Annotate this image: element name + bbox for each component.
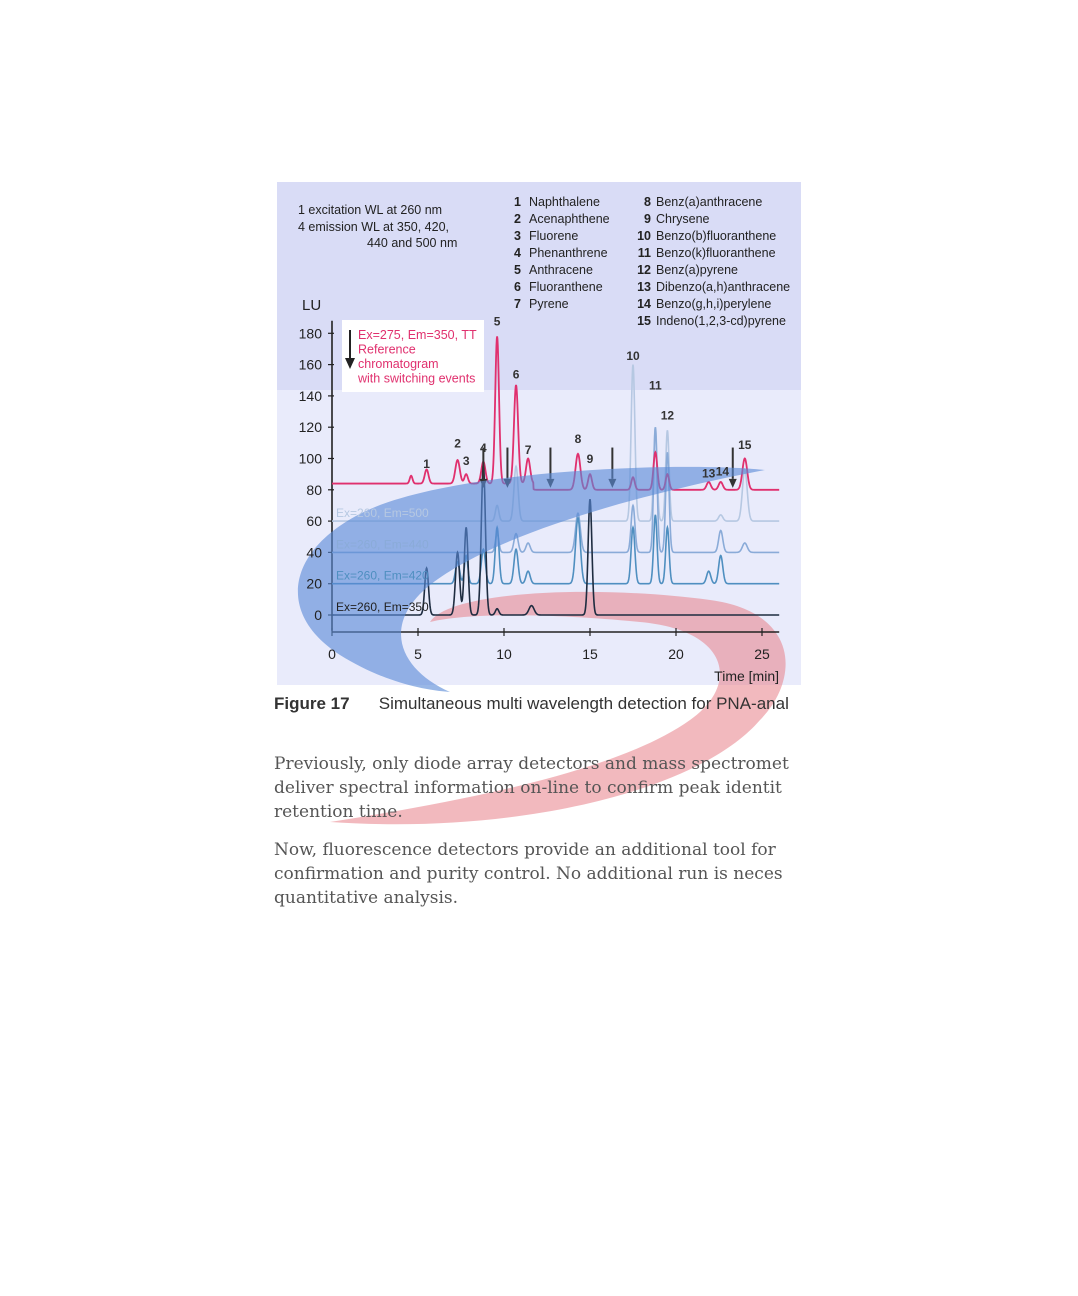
series-label: Ex=260, Em=420	[336, 568, 429, 583]
legend-compound-name: Benz(a)pyrene	[656, 263, 738, 277]
peak-label: 6	[512, 367, 520, 382]
series-label: Ex=260, Em=440	[336, 537, 429, 552]
annotation-line: chromatogram	[358, 357, 439, 371]
legend-number: 8	[644, 195, 651, 209]
peak-label: 4	[480, 441, 487, 456]
x-tick-label: 20	[668, 646, 684, 662]
y-tick-label: 80	[306, 481, 322, 498]
x-tick-label: 0	[328, 646, 336, 662]
x-tick-label: 10	[496, 646, 512, 662]
annotation-line: Reference	[358, 342, 416, 357]
legend-compound-name: Fluorene	[529, 229, 579, 243]
legend-compound-name: Anthracene	[529, 263, 593, 277]
legend-number: 4	[514, 246, 521, 260]
legend-number: 14	[637, 297, 651, 311]
peak-label: 11	[649, 378, 662, 393]
peak-label: 12	[660, 408, 675, 423]
info-line: 440 and 500 nm	[367, 236, 458, 250]
legend-compound-name: Benzo(b)fluoranthene	[656, 229, 777, 243]
y-tick-label: 40	[306, 544, 322, 561]
x-tick-label: 5	[414, 646, 422, 662]
paragraph-line: confirmation and purity control. No additional run is neces	[274, 864, 783, 884]
legend-compound-name: Dibenzo(a,h)anthracene	[656, 280, 791, 294]
legend-compound-name: Naphthalene	[529, 195, 600, 209]
legend-compound-name: Fluoranthene	[529, 280, 603, 294]
peak-label: 3	[462, 453, 470, 468]
y-tick-label: 140	[298, 387, 322, 404]
x-tick-label: 25	[754, 646, 770, 662]
legend-compound-name: Chrysene	[656, 212, 710, 226]
legend-compound-name: Benz(a)anthracene	[656, 195, 763, 209]
legend-number: 12	[637, 263, 651, 277]
paragraph-1	[274, 752, 834, 824]
legend-compound-name: Phenanthrene	[529, 246, 608, 260]
legend-number: 11	[637, 246, 651, 260]
series-label: Ex=260, Em=350	[336, 600, 429, 614]
peak-label: 7	[524, 442, 532, 457]
legend-number: 10	[637, 229, 651, 243]
x-axis-label: Time [min]	[714, 668, 779, 684]
annotation-line: with switching events	[358, 371, 476, 386]
y-tick-label: 100	[298, 450, 322, 467]
caption-text: Simultaneous multi wavelength detection for PNA-anal	[378, 694, 789, 713]
peak-label: 2	[454, 436, 461, 451]
legend-compound-name: Benzo(g,h,i)perylene	[656, 297, 772, 311]
y-axis-label: LU	[302, 297, 322, 314]
legend-number: 3	[514, 229, 521, 243]
paragraph-line: quantitative analysis.	[274, 888, 459, 908]
y-tick-label: 20	[306, 575, 322, 592]
series-label: Ex=260, Em=500	[336, 506, 429, 521]
peak-label: 5	[493, 314, 501, 329]
legend-number: 6	[514, 280, 521, 294]
peak-label: 15	[738, 438, 752, 453]
x-tick-label: 15	[582, 646, 598, 662]
info-line: 4 emission WL at 350, 420,	[298, 220, 450, 234]
paragraph-line: deliver spectral information on-line to confirm peak identit	[274, 778, 782, 798]
legend-number: 13	[637, 280, 651, 294]
peak-label: 13	[702, 466, 716, 481]
figure-caption	[274, 694, 834, 714]
legend-number: 2	[514, 212, 521, 226]
peak-label: 1	[423, 456, 430, 471]
peak-label: 8	[574, 431, 582, 446]
paragraph-line: Previously, only diode array detectors and mass spectromet	[274, 754, 789, 774]
y-tick-label: 160	[298, 356, 322, 373]
legend-compound-name: Indeno(1,2,3-cd)pyrene	[656, 314, 786, 328]
legend-number: 5	[514, 263, 521, 277]
legend-number: 7	[514, 297, 521, 311]
caption-label: Figure 17	[274, 694, 350, 713]
legend-compound-name: Benzo(k)fluoranthene	[656, 246, 776, 260]
y-tick-label: 180	[298, 325, 322, 342]
legend-compound-name: Pyrene	[529, 297, 569, 311]
legend-number: 9	[644, 212, 651, 226]
legend-number: 15	[637, 314, 651, 328]
info-line: 1 excitation WL at 260 nm	[298, 203, 443, 217]
peak-label: 9	[586, 452, 594, 467]
annotation-line: Ex=275, Em=350, TT	[358, 328, 477, 342]
legend-compound-name: Acenaphthene	[529, 212, 610, 226]
paragraph-line: retention time.	[274, 802, 403, 822]
paragraph-2	[274, 838, 834, 910]
peak-label: 14	[715, 464, 730, 479]
peak-label: 10	[626, 348, 640, 363]
legend-number: 1	[514, 195, 521, 209]
y-tick-label: 120	[298, 419, 322, 436]
y-tick-label: 0	[314, 607, 322, 623]
paragraph-line: Now, fluorescence detectors provide an additional tool for	[274, 840, 776, 860]
y-tick-label: 60	[306, 513, 322, 530]
